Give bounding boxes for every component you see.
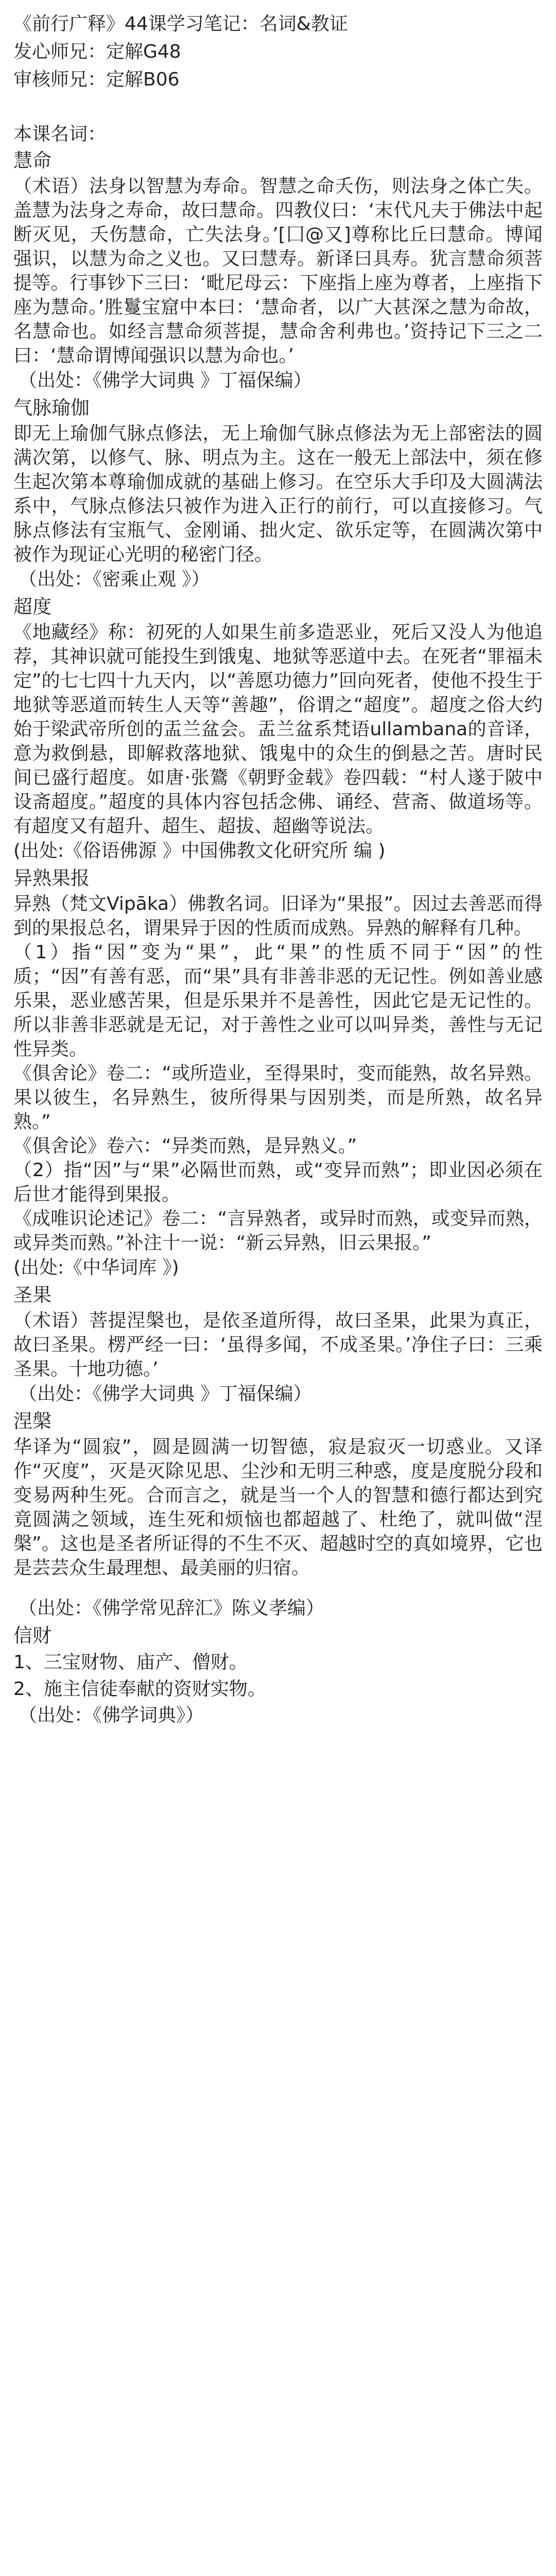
note-title: 《前行广释》44课学习笔记：名词&教证 [13, 13, 348, 35]
term-source: （出处：《佛学常见辞汇》陈义孝编） [19, 1598, 325, 1619]
term-entry-huiming [13, 147, 543, 394]
section-title: 本课名词： [13, 124, 107, 145]
term-heading: 圣果 [13, 1284, 51, 1306]
term-definition: （术语）法身以智慧为寿命。智慧之命夭伤，则法身之体亡失。盖慧为法身之寿命，故曰慧命。四教仪曰：‘末代凡夫于佛法中起断灭见，夭伤慧命，亡失法身。’[囗@又]尊称比丘曰慧命。博闻强识，以慧为命之义也。又曰慧寿。新译曰具寿。犹言慧命须菩提等。行事钞下三曰：‘毗尼母云：下座指上座为尊者，上座指下座为慧命。’胜鬘宝窟中本曰：‘慧命者，以广大甚深之慧为命故，名慧命也。如经言慧命须菩提，慧命舍利弗也。’资持记下三之二曰：‘慧命谓博闻强识以慧为命也。’ [13, 176, 543, 366]
term-definition: 《地藏经》称：初死的人如果生前多造恶业，死后又没人为他追荐，其神识就可能投生到饿鬼、地狱等恶道中去。在死者“罪福未定”的七七四十九天内，以“善愿功德力”回向死者，使他不投生于地狱等恶道而转生人天等“善趣”，俗谓之“超度”。超度之俗大约始于梁武帝所创的盂兰盆会。盂兰盆系梵语ullambana的音译，意为救倒悬，即解救落地狱、饿鬼中的众生的倒悬之苦。唐时民间已盛行超度。如唐·张鷟《朝野金载》卷四载：“村人遂于陂中设斋超度。”超度的具体内容包括念佛、诵经、营斋、做道场等。有超度又有超升、超生、超拔、超幽等说法。 [13, 622, 543, 837]
term-definition: 华译为“圆寂”，圆是圆满一切智德，寂是寂灭一切惑业。又译作“灭度”，灭是灭除见思、尘沙和无明三种惑，度是度脱分段和变易两种生死。合而言之，就是当一个人的智慧和德行都达到究竟圆满之领域，连生死和烦恼也都超越了、杜绝了，就叫做“涅槃”。这也是圣者所证得的不生不灭、超越时空的真如境界，它也是芸芸众生最理想、最美丽的归宿。 [13, 1436, 543, 1579]
term-entry-yishu-guobao [13, 865, 543, 1281]
term-heading: 气脉瑜伽 [13, 397, 90, 419]
term-source: （出处：《佛学大词典 》丁福保编） [19, 1383, 312, 1404]
term-source: （出处：《佛学大词典 》丁福保编） [19, 370, 312, 391]
term-quote: 《成唯识论述记》卷二：“言异熟者，或异时而熟，或变异而熟，或异类而熟。”补注十一说：“新云异熟，旧云果报。” [13, 1208, 543, 1253]
term-source: （出处：《佛学词典》） [19, 1705, 204, 1726]
list-item: 1、三宝财物、庙产、僧财。 [13, 1652, 248, 1673]
note-header [13, 10, 543, 94]
term-source: （出处：《密乘止观 》） [19, 569, 210, 590]
term-definition-point-1: （1）指“因”变为“果”，此“果”的性质不同于“因”的性质；“因”有善有恶，而“果”具有非善非恶的无记性。例如善业感乐果，恶业感苦果，但是乐果并不是善性，因此它是无记性的。所以非善非恶就是无记，对于善性之业可以叫异类，善性与无记性异类。 [13, 942, 543, 1060]
term-definition-point-2: （2）指“因”与“果”必隔世而熟，或“变异而熟”；即业因必须在后世才能得到果报。 [13, 1160, 543, 1205]
term-entry-niepan [13, 1408, 543, 1621]
term-source: (出处:《中华词库 》) [13, 1257, 179, 1278]
term-heading: 超度 [13, 596, 51, 618]
term-definition: （术语）菩提涅槃也，是依圣道所得，故曰圣果，此果为真正，故曰圣果。楞严经一曰：‘虽得多闻，不成圣果。’净住子曰：三乘圣果。十地功德。’ [13, 1310, 543, 1380]
term-definition: 异熟（梵文Vipāka）佛教名词。旧译为“果报”。因过去善恶而得到的果报总名，谓果异于因的性质而成熟。异熟的解释有几种。 [13, 893, 543, 939]
spacer [13, 94, 543, 123]
term-source: (出处:《俗语佛源 》中国佛教文化研究所 编 ) [13, 840, 386, 861]
term-entry-chaodu [13, 594, 543, 864]
term-heading: 信财 [13, 1624, 51, 1647]
term-entry-xincai [13, 1622, 543, 1728]
term-heading: 涅槃 [13, 1410, 51, 1432]
term-entry-qimai-yujia [13, 395, 543, 592]
list-item: 2、施主信徒奉献的资财实物。 [13, 1679, 266, 1700]
spacer [13, 1580, 543, 1596]
reviewer-line: 审核师兄：定解B06 [13, 69, 180, 90]
term-quote: 《俱舍论》卷六：“异类而熟，是异熟义。” [13, 1136, 357, 1157]
term-quote: 《俱舍论》卷二：“或所造业，至得果时，变而能熟，故名异熟。果以彼生，名异熟生，彼所得果与因别类，而是所熟，故名异熟。” [13, 1063, 543, 1132]
term-heading: 异熟果报 [13, 867, 90, 889]
author-line: 发心师兄：定解G48 [13, 41, 181, 62]
term-heading: 慧命 [13, 149, 51, 172]
term-definition: 即无上瑜伽气脉点修法，无上瑜伽气脉点修法为无上部密法的圆满次第，以修气、脉、明点为主。这在一般无上部法中，须在修生起次第本尊瑜伽成就的基础上修习。在空乐大手印及大圆满法系中，气脉点修法只被作为进入正行的前行，可以直接修习。气脉点修法有宝瓶气、金刚诵、拙火定、欲乐定等，在圆满次第中被作为现证心光明的秘密门径。 [13, 423, 543, 565]
term-entry-shengguo [13, 1282, 543, 1407]
